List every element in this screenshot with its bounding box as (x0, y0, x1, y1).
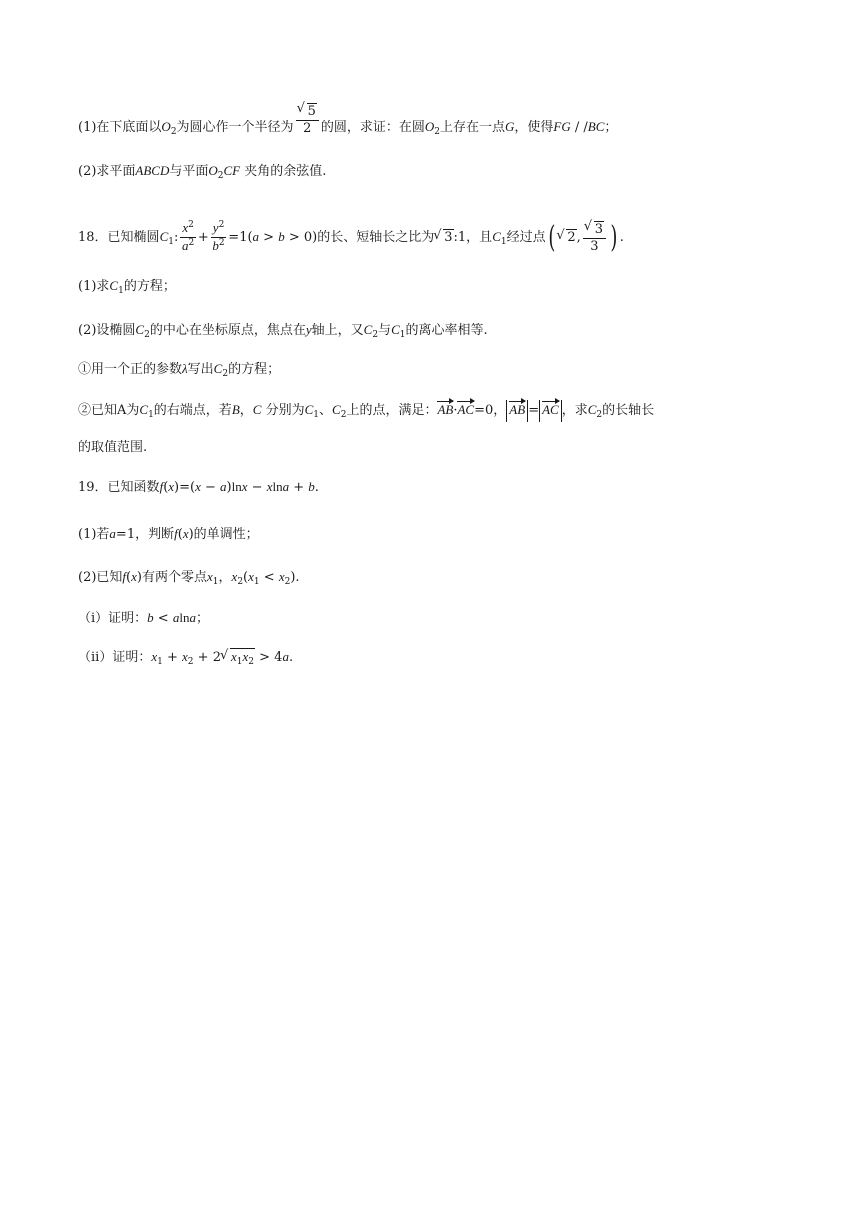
q17-part2: (2)求平面ABCD与平面$O_2CF$ 夹角的余弦值. (78, 163, 327, 181)
q19-stem: 19．已知函数f(x)=(x − a)lnx − xlna + b. (78, 479, 319, 495)
q18-sub1: ①用一个正的参数λ写出$C_2$的方程； (78, 361, 281, 379)
q19-part2: (2)已知f(x)有两个零点$x_1$，$x_2(x_1 < x_2)$. (78, 569, 300, 587)
q19-part2-i: （i）证明：b < alna； (78, 610, 209, 626)
q18-part1: (1)求$C_1$的方程； (78, 278, 176, 296)
fraction-sqrt5-over-2: √ $\frac{5}{2}$ (296, 103, 319, 137)
q18-stem: 18．已知椭圆$C_1$: $\frac{x^2}{a^2}$ + $\frac{y^2}{b^2}$ =1(a > b > 0)的长、短轴长之比为√ 3:1，且$C_1$经过点(√ 2, √ $\frac{3}{3}$ ) . (78, 220, 624, 255)
q18-sub2: ②已知A为$C_1$的右端点，若B，C 分别为$C_1$、$C_2$上的点，满足：AB·AC=0， AB = AC ，求$C_2$的长轴长 (78, 402, 655, 420)
q17-part1: (1)在下底面以$O_2$为圆心作一个半径为 √ $\frac{5}{2}$ 的圆，求证：在圆$O_2$上存在一点G，使得FG / /BC； (78, 116, 617, 139)
q19-part2-ii: （ii）证明：$x_1 + x_2 + 2√$ $x_1x_2 > 4a$. (78, 646, 293, 669)
q18-sub2-cont: 的取值范围. (78, 440, 148, 455)
q19-part1: (1)若a=1，判断f(x)的单调性； (78, 526, 259, 542)
q18-part2: (2)设椭圆$C_2$的中心在坐标原点，焦点在y轴上，又$C_2$与$C_1$的离心率相等. (78, 322, 488, 340)
